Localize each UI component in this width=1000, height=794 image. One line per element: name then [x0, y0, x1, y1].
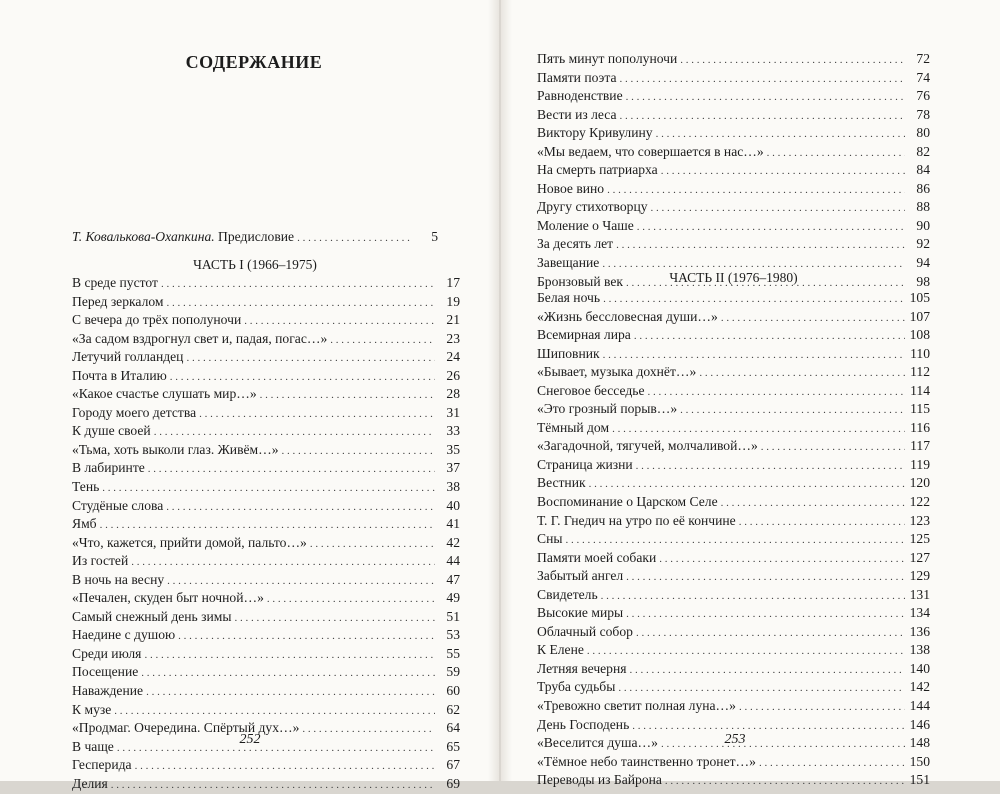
toc-entry[interactable]	[72, 404, 460, 423]
toc-entry[interactable]	[72, 645, 460, 664]
toc-entry[interactable]	[537, 771, 930, 790]
toc-entry-page: 134	[909, 605, 930, 621]
toc-entry-title: Городу моего детства	[72, 404, 197, 420]
toc-entry-page: 127	[909, 549, 930, 565]
dot-leader	[620, 107, 905, 126]
dot-leader	[603, 346, 905, 365]
toc-entry-page: 125	[909, 531, 930, 547]
toc-entry-title: Высокие миры	[537, 605, 624, 621]
dot-leader	[618, 679, 905, 698]
toc-entry-title: «Жизнь бессловесная души…»	[537, 308, 718, 324]
toc-entry-page: 67	[446, 757, 460, 773]
toc-entry-title: «Печален, скуден быт ночной…»	[72, 590, 264, 606]
dot-leader	[310, 535, 435, 554]
dot-leader	[330, 331, 435, 350]
toc-entry-title: Новое вино	[537, 180, 605, 196]
toc-entry[interactable]	[72, 515, 460, 534]
toc-entry-title: Самый снежный день зимы	[72, 608, 232, 624]
toc-entry-title: Летучий голландец	[72, 349, 184, 365]
toc-entry-page: 41	[446, 516, 460, 532]
toc-entry-page: 62	[446, 701, 460, 717]
toc-entry[interactable]	[72, 497, 460, 516]
toc-entry[interactable]	[72, 385, 460, 404]
toc-entry[interactable]	[72, 459, 460, 478]
toc-entry-page: 144	[909, 698, 930, 714]
toc-entry[interactable]	[537, 50, 930, 69]
toc-entry[interactable]	[537, 456, 930, 475]
toc-entry-page: 17	[446, 275, 460, 290]
toc-entry-title: В лабиринте	[72, 460, 145, 476]
toc-entry[interactable]	[537, 106, 930, 125]
dot-leader	[626, 605, 905, 624]
toc-entry-page: 64	[446, 720, 460, 736]
toc-entry[interactable]	[537, 474, 930, 493]
dot-leader	[634, 327, 905, 346]
toc-entry-page: 98	[916, 273, 930, 289]
toc-entry-title: Почта в Италию	[72, 367, 167, 383]
toc-entry-title: К музе	[72, 701, 112, 717]
dot-leader	[166, 498, 435, 517]
toc-entry[interactable]	[72, 608, 460, 627]
toc-entry[interactable]	[72, 367, 460, 386]
toc-entry-page: 112	[910, 364, 930, 380]
toc-entry-title: Бронзовый век	[537, 273, 623, 289]
toc-entry-page: 21	[446, 312, 460, 328]
toc-entry-page: 19	[446, 293, 460, 309]
toc-entry-page: 151	[909, 772, 930, 788]
toc-entry-page: 60	[446, 683, 460, 699]
dot-leader	[739, 698, 905, 717]
toc-entry-title: Тёмный дом	[537, 419, 610, 435]
toc-entry-title: Всемирная лира	[537, 327, 631, 343]
toc-entry[interactable]	[537, 161, 930, 180]
toc-entry[interactable]	[72, 274, 460, 293]
toc-entry-page: 114	[910, 382, 930, 398]
toc-entry-page: 117	[910, 438, 930, 454]
toc-entry-title: «Мы ведаем, что совершается в нас…»	[537, 143, 764, 159]
toc-entry-title: К душе своей	[72, 423, 151, 439]
dot-leader	[651, 199, 905, 218]
toc-entry-title: Равноденствие	[537, 88, 623, 104]
toc-entry-title: День Господень	[537, 716, 630, 732]
toc-entry-page: 116	[910, 419, 930, 435]
toc-entry-page: 33	[446, 423, 460, 439]
toc-entry-title: Облачный собор	[537, 623, 633, 639]
toc-entry-title: Сны	[537, 531, 563, 547]
toc-entry-title: Наваждение	[72, 683, 144, 699]
toc-entry-title: Снеговое бесседье	[537, 382, 645, 398]
page-number-left: 252	[239, 732, 261, 747]
toc-entry-page: 55	[446, 645, 460, 661]
toc-entry[interactable]	[537, 586, 930, 605]
toc-entry-page: 69	[446, 775, 460, 791]
toc-entry[interactable]	[537, 308, 930, 327]
toc-entry-page: 65	[446, 738, 460, 754]
dot-leader	[170, 368, 435, 387]
toc-entry[interactable]	[72, 626, 460, 645]
toc-entry-title: «Продмаг. Очередина. Спёртый дух…»	[72, 720, 300, 736]
dot-leader	[589, 475, 905, 494]
toc-entry-title: «Это грозный порыв…»	[537, 401, 678, 417]
toc-entry[interactable]	[537, 549, 930, 568]
toc-entry-title: Страница жизни	[537, 456, 633, 472]
toc-entry[interactable]	[537, 382, 930, 401]
toc-entry[interactable]	[72, 663, 460, 682]
toc-entry-title: Т. Г. Гнедич на утро по её кончине	[537, 512, 736, 528]
toc-entry[interactable]	[537, 198, 930, 217]
toc-entry-page: 119	[910, 456, 930, 472]
toc-entry-title: Ямб	[72, 516, 97, 532]
toc-entry-page: 37	[446, 460, 460, 476]
dot-leader	[186, 349, 435, 368]
toc-entry-page: 129	[909, 568, 930, 584]
toc-entry-page: 31	[446, 404, 460, 420]
toc-entry-page: 138	[909, 642, 930, 658]
dot-leader	[721, 309, 905, 328]
toc-entry-title: «Тревожно светит полная луна…»	[537, 698, 736, 714]
toc-entry-page: 5	[431, 229, 438, 244]
toc-entry-title: В чаще	[72, 738, 114, 754]
part-1-title: ЧАСТЬ I (1966–1975)	[193, 257, 317, 272]
toc-entry[interactable]	[537, 217, 930, 236]
dot-leader	[161, 275, 435, 294]
dot-leader	[260, 386, 435, 405]
preface-title: Предисловие	[214, 229, 295, 244]
toc-entry[interactable]	[537, 289, 930, 308]
dot-leader	[135, 757, 435, 776]
toc-entry-page: 150	[909, 753, 930, 769]
toc-entry-page: 53	[446, 627, 460, 643]
dot-leader	[699, 364, 905, 383]
toc-entry-title: Гесперида	[72, 757, 132, 773]
toc-entry-page: 24	[446, 349, 460, 365]
toc-entry[interactable]	[72, 589, 460, 608]
right-page	[500, 0, 1000, 788]
toc-entry[interactable]	[72, 422, 460, 441]
toc-entry-page: 92	[916, 236, 930, 252]
toc-entry-title: Наедине с душою	[72, 627, 176, 643]
dot-leader	[111, 776, 435, 794]
toc-entry[interactable]	[537, 567, 930, 586]
dot-leader	[620, 70, 905, 89]
dot-leader	[612, 420, 905, 439]
toc-entry[interactable]	[537, 87, 930, 106]
toc-entry-page: 90	[916, 217, 930, 233]
dot-leader	[603, 290, 905, 309]
toc-entry-page: 42	[446, 534, 460, 550]
toc-list-part-2	[537, 289, 930, 790]
toc-entry[interactable]	[537, 345, 930, 364]
dot-leader	[154, 423, 435, 442]
toc-entry[interactable]	[537, 363, 930, 382]
toc-entry-title	[72, 228, 294, 247]
dot-leader	[680, 51, 905, 70]
dot-leader	[297, 229, 413, 248]
toc-entry-page: 94	[916, 255, 930, 271]
toc-entry-title: За десять лет	[537, 236, 614, 252]
dot-leader	[759, 754, 905, 773]
toc-entry-page: 74	[916, 69, 930, 85]
toc-entry-title: Белая ночь	[537, 290, 601, 305]
toc-entry-title: Из гостей	[72, 553, 129, 569]
toc-entry-page: 120	[909, 475, 930, 491]
toc-entry[interactable]	[537, 697, 930, 716]
toc-entry-title: С вечера до трёх пополуночи	[72, 312, 242, 328]
toc-entry-title: «За садом вздрогнул свет и, падая, погас…»	[72, 330, 328, 346]
toc-entry-page: 72	[916, 51, 930, 66]
dot-leader	[167, 572, 435, 591]
toc-list-part-1-continued	[537, 50, 930, 291]
toc-entry[interactable]	[537, 124, 930, 143]
toc-entry[interactable]	[537, 326, 930, 345]
toc-entry[interactable]	[537, 180, 930, 199]
toc-entry-title: Вести из леса	[537, 106, 617, 122]
dot-leader	[739, 513, 905, 532]
toc-entry[interactable]	[72, 682, 460, 701]
dot-leader	[616, 236, 905, 255]
toc-entry-page: 23	[446, 330, 460, 346]
dot-leader	[100, 516, 435, 535]
toc-entry[interactable]	[72, 348, 460, 367]
toc-entry-title: Вестник	[537, 475, 586, 491]
dot-leader	[565, 531, 905, 550]
toc-entry-title: Летняя вечерня	[537, 660, 627, 676]
toc-entry-title: Студёные слова	[72, 497, 164, 513]
toc-entry-title: Другу стихотворцу	[537, 199, 648, 215]
dot-leader	[178, 627, 435, 646]
toc-entry-title: К Елене	[537, 642, 584, 658]
toc-entry-title: «Какое счастье слушать мир…»	[72, 386, 257, 402]
toc-entry-page: 49	[446, 590, 460, 606]
toc-entry[interactable]	[537, 753, 930, 772]
dot-leader	[167, 294, 436, 313]
toc-entry-page: 107	[909, 308, 930, 324]
toc-entry-page: 51	[446, 608, 460, 624]
toc-entry-page: 26	[446, 367, 460, 383]
toc-entry-title: Переводы из Байрона	[537, 772, 662, 788]
dot-leader	[607, 181, 905, 200]
toc-entry-title: Перед зеркалом	[72, 293, 164, 309]
toc-entry-preface[interactable]	[72, 228, 438, 247]
toc-entry-title: Памяти поэта	[537, 69, 617, 85]
dot-leader	[659, 550, 905, 569]
toc-entry-page: 82	[916, 143, 930, 159]
toc-entry[interactable]	[537, 69, 930, 88]
toc-entry[interactable]	[72, 311, 460, 330]
dot-leader	[144, 646, 435, 665]
toc-entry[interactable]	[537, 400, 930, 419]
toc-entry-title: «Бывает, музыка дохнёт…»	[537, 364, 697, 380]
toc-entry-title: «Веселится душа…»	[537, 735, 658, 751]
toc-entry-page: 38	[446, 479, 460, 495]
dot-leader	[636, 457, 905, 476]
toc-entry-page: 123	[909, 512, 930, 528]
toc-entry-page: 108	[909, 327, 930, 343]
toc-entry[interactable]	[72, 441, 460, 460]
toc-entry-title: «Тьма, хоть выколи глаз. Живём…»	[72, 441, 279, 457]
toc-entry-title: На смерть патриарха	[537, 162, 658, 178]
toc-entry-title: «Что, кажется, прийти домой, пальто…»	[72, 534, 307, 550]
preface-author: Т. Ковалькова-Охапкина.	[72, 229, 215, 244]
toc-entry-page: 115	[910, 401, 930, 417]
toc-entry-title: Делия	[72, 775, 108, 791]
toc-entry-title: Пять минут пополуночи	[537, 51, 678, 66]
toc-entry[interactable]	[537, 437, 930, 456]
toc-entry-title: Завещание	[537, 255, 600, 271]
dot-leader	[656, 125, 905, 144]
toc-entry-title: Памяти моей собаки	[537, 549, 657, 565]
toc-entry-title: Моление о Чаше	[537, 217, 634, 233]
toc-entry[interactable]	[537, 530, 930, 549]
dot-leader	[601, 587, 905, 606]
toc-entry[interactable]	[537, 419, 930, 438]
toc-entry-page: 44	[446, 553, 460, 569]
toc-entry-title: Воспоминание о Царском Селе	[537, 494, 718, 510]
toc-entry[interactable]	[537, 623, 930, 642]
toc-entry-page: 105	[909, 290, 930, 305]
dot-leader	[636, 624, 905, 643]
part-2-title: ЧАСТЬ II (1976–1980)	[669, 270, 798, 285]
dot-leader	[721, 494, 905, 513]
toc-entry[interactable]	[537, 678, 930, 697]
dot-leader	[131, 553, 435, 572]
dot-leader	[587, 642, 905, 661]
dot-leader	[114, 702, 435, 721]
toc-list-part-1	[72, 274, 460, 793]
toc-entry-title: Труба судьбы	[537, 679, 616, 695]
toc-entry[interactable]	[537, 143, 930, 162]
toc-entry[interactable]	[72, 775, 460, 794]
dot-leader	[680, 401, 905, 420]
toc-entry[interactable]	[537, 660, 930, 679]
dot-leader	[647, 383, 905, 402]
toc-entry-page: 76	[916, 88, 930, 104]
toc-entry-title: В среде пустот	[72, 275, 158, 290]
toc-entry-page: 122	[909, 494, 930, 510]
toc-entry[interactable]	[72, 701, 460, 720]
toc-entry-page: 35	[446, 441, 460, 457]
toc-entry-page: 148	[909, 735, 930, 751]
toc-entry-title: Забытый ангел	[537, 568, 624, 584]
toc-entry[interactable]	[537, 493, 930, 512]
toc-entry[interactable]	[72, 571, 460, 590]
toc-entry[interactable]	[72, 330, 460, 349]
dot-leader	[767, 144, 905, 163]
dot-leader	[761, 438, 905, 457]
dot-leader	[630, 661, 905, 680]
toc-entry-page: 78	[916, 106, 930, 122]
toc-entry-page: 88	[916, 199, 930, 215]
dot-leader	[282, 442, 435, 461]
toc-entry[interactable]	[72, 478, 460, 497]
toc-entry-page: 84	[916, 162, 930, 178]
toc-entry-title: Свидетель	[537, 586, 598, 602]
toc-entry-title: Посещение	[72, 664, 139, 680]
toc-entry-title: Среди июля	[72, 645, 142, 661]
dot-leader	[665, 772, 905, 791]
toc-entry-title: Тень	[72, 479, 100, 495]
book-gutter	[488, 0, 512, 781]
dot-leader	[141, 664, 435, 683]
toc-entry-title: В ночь на весну	[72, 571, 165, 587]
dot-leader	[661, 162, 905, 181]
toc-entry-page: 110	[910, 345, 930, 361]
toc-entry[interactable]	[72, 756, 460, 775]
dot-leader	[146, 683, 435, 702]
dot-leader	[637, 218, 905, 237]
dot-leader	[244, 312, 435, 331]
dot-leader	[102, 479, 435, 498]
page-number-right: 253	[724, 732, 746, 747]
dot-leader	[199, 405, 435, 424]
intro-entry-list	[72, 228, 438, 247]
toc-entry[interactable]	[72, 293, 460, 312]
toc-entry[interactable]	[72, 552, 460, 571]
dot-leader	[626, 88, 905, 107]
toc-entry-page: 131	[909, 586, 930, 602]
contents-heading: СОДЕРЖАНИЕ	[185, 52, 323, 72]
toc-entry[interactable]	[72, 534, 460, 553]
toc-entry-title: Виктору Кривулину	[537, 125, 653, 141]
toc-entry-title: «Загадочной, тягучей, молчаливой…»	[537, 438, 758, 454]
toc-entry-page: 28	[446, 386, 460, 402]
toc-entry[interactable]	[537, 235, 930, 254]
toc-entry-page: 136	[909, 623, 930, 639]
toc-entry-page: 40	[446, 497, 460, 513]
dot-leader	[235, 609, 435, 628]
dot-leader	[148, 460, 435, 479]
left-page	[0, 0, 500, 791]
toc-entry[interactable]	[537, 641, 930, 660]
dot-leader	[626, 568, 905, 587]
toc-entry-page: 47	[446, 571, 460, 587]
toc-entry[interactable]	[537, 512, 930, 531]
toc-entry-page: 80	[916, 125, 930, 141]
toc-entry-title: «Тёмное небо таинственно тронет…»	[537, 753, 756, 769]
dot-leader	[267, 590, 435, 609]
toc-entry-page: 142	[909, 679, 930, 695]
toc-entry-page: 59	[446, 664, 460, 680]
toc-entry-page: 140	[909, 660, 930, 676]
toc-entry-page: 146	[909, 716, 930, 732]
toc-entry-title: Шиповник	[537, 345, 600, 361]
toc-entry-page: 86	[916, 180, 930, 196]
toc-entry[interactable]	[537, 604, 930, 623]
